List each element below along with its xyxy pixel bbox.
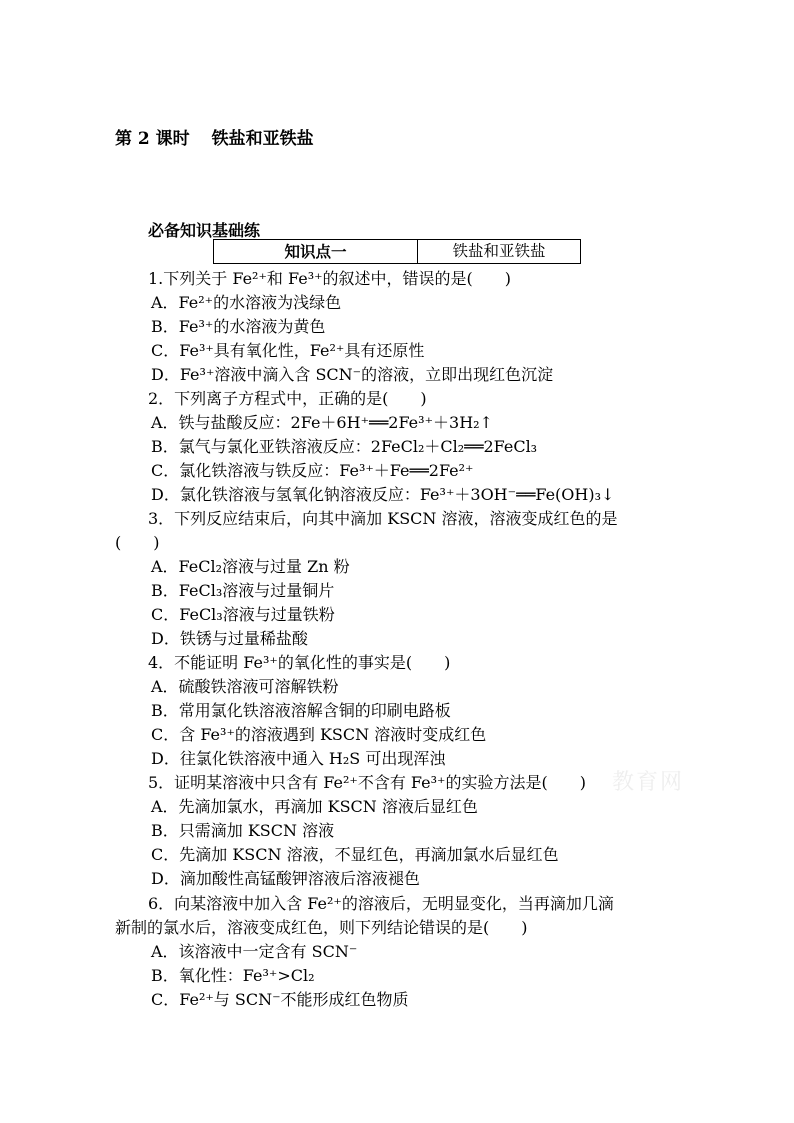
q4-option-c: C．含 Fe³⁺的溶液遇到 KSCN 溶液时变成红色 xyxy=(151,725,487,744)
q3-option-b: B．FeCl₃溶液与过量铜片 xyxy=(151,581,335,600)
question-3-continued: ( ) xyxy=(115,533,160,552)
question-6: 6．向某溶液中加入含 Fe²⁺的溶液后，无明显变化，当再滴加几滴 xyxy=(148,894,614,913)
q4-option-d: D．往氯化铁溶液中通入 H₂S 可出现浑浊 xyxy=(151,749,446,768)
q6-option-a: A．该溶液中一定含有 SCN⁻ xyxy=(151,942,358,961)
section-heading: 必备知识基础练 xyxy=(148,221,261,240)
question-4: 4．不能证明 Fe³⁺的氧化性的事实是( ) xyxy=(148,653,451,672)
q2-option-a: A．铁与盐酸反应：2Fe＋6H⁺══2Fe³⁺＋3H₂↑ xyxy=(151,413,493,432)
lesson-number: 第 2 课时 xyxy=(115,129,190,149)
q5-option-a: A．先滴加氯水，再滴加 KSCN 溶液后显红色 xyxy=(151,797,478,816)
lesson-topic: 铁盐和亚铁盐 xyxy=(211,129,314,149)
q3-option-c: C．FeCl₃溶液与过量铁粉 xyxy=(151,605,335,624)
question-5: 5．证明某溶液中只含有 Fe²⁺不含有 Fe³⁺的实验方法是( ) xyxy=(148,773,586,792)
question-6-continued: 新制的氯水后，溶液变成红色，则下列结论错误的是( ) xyxy=(115,918,528,937)
q5-option-c: C．先滴加 KSCN 溶液，不显红色，再滴加氯水后显红色 xyxy=(151,845,559,864)
watermark: 教育网 xyxy=(612,770,685,795)
q2-option-b: B．氯气与氯化亚铁溶液反应：2FeCl₂＋Cl₂══2FeCl₃ xyxy=(151,437,538,456)
lesson-title xyxy=(115,124,314,149)
knowledge-point-name: 铁盐和亚铁盐 xyxy=(418,240,581,264)
question-3: 3．下列反应结束后，向其中滴加 KSCN 溶液，溶液变成红色的是 xyxy=(148,509,618,528)
knowledge-point-table xyxy=(213,239,581,264)
q5-option-d: D．滴加酸性高锰酸钾溶液后溶液褪色 xyxy=(151,869,420,888)
q2-option-c: C．氯化铁溶液与铁反应：Fe³⁺＋Fe══2Fe²⁺ xyxy=(151,461,474,480)
question-1: 1.下列关于 Fe²⁺和 Fe³⁺的叙述中，错误的是( ) xyxy=(148,269,512,288)
q4-option-b: B．常用氯化铁溶液溶解含铜的印刷电路板 xyxy=(151,701,451,720)
q6-option-b: B．氧化性：Fe³⁺>Cl₂ xyxy=(151,966,315,985)
q3-option-d: D．铁锈与过量稀盐酸 xyxy=(151,629,308,648)
q1-option-b: B．Fe³⁺的水溶液为黄色 xyxy=(151,317,326,336)
q3-option-a: A．FeCl₂溶液与过量 Zn 粉 xyxy=(151,557,350,576)
q1-option-d: D．Fe³⁺溶液中滴入含 SCN⁻的溶液，立即出现红色沉淀 xyxy=(151,365,554,384)
q5-option-b: B．只需滴加 KSCN 溶液 xyxy=(151,821,335,840)
knowledge-point-label: 知识点一 xyxy=(214,240,418,264)
q1-option-c: C．Fe³⁺具有氧化性，Fe²⁺具有还原性 xyxy=(151,341,425,360)
q4-option-a: A．硫酸铁溶液可溶解铁粉 xyxy=(151,677,339,696)
q2-option-d: D．氯化铁溶液与氢氧化钠溶液反应：Fe³⁺＋3OH⁻══Fe(OH)₃↓ xyxy=(151,485,615,504)
question-2: 2．下列离子方程式中，正确的是( ) xyxy=(148,389,427,408)
q6-option-c: C．Fe²⁺与 SCN⁻不能形成红色物质 xyxy=(151,990,409,1009)
q1-option-a: A．Fe²⁺的水溶液为浅绿色 xyxy=(151,293,342,312)
